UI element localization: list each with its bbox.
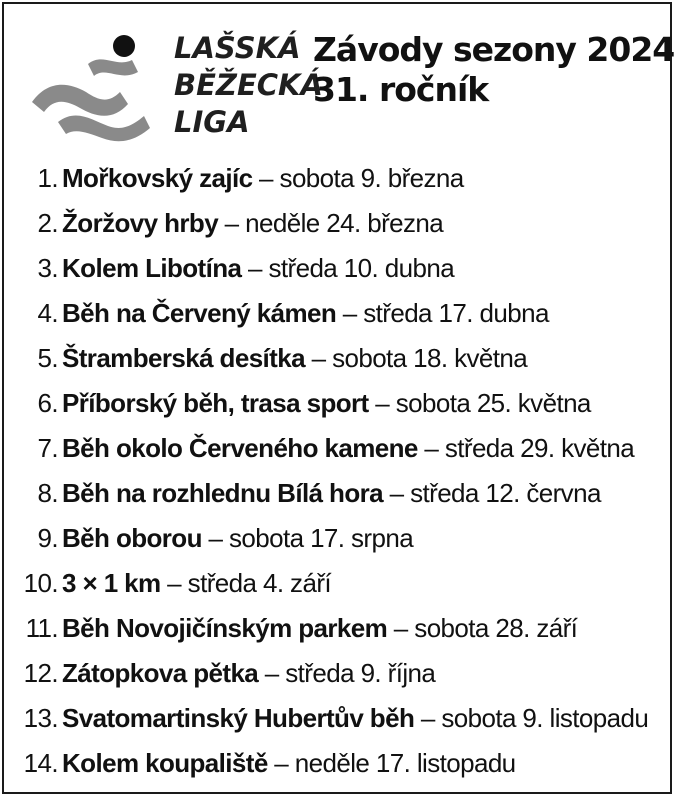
race-number: 3. [37,253,58,283]
race-name: Příborský běh, trasa sport [62,388,369,418]
race-number: 12. [23,658,58,688]
page-title [313,30,674,110]
race-number: 6. [37,388,58,418]
race-name: Žoržovy hrby [62,208,219,238]
race-date: – středa 9. října [258,658,436,688]
race-name: Běh oborou [62,523,202,553]
title-season: Závody sezony 2024 [313,30,675,69]
list-item [4,741,516,786]
logo-middle-stroke [32,85,128,116]
list-item [4,516,413,561]
race-date: – středa 29. května [417,433,635,463]
race-name: Kolem Libotína [62,253,242,283]
race-date: – sobota 25. května [368,388,591,418]
race-number: 4. [37,298,58,328]
race-name: Mořkovský zajíc [62,163,253,193]
race-number: 7. [37,433,58,463]
race-number: 2. [37,208,58,238]
race-date: – středa 4. září [160,568,332,598]
list-item [4,651,435,696]
race-number: 5. [37,343,58,373]
list-item [4,426,634,471]
list-item [4,471,601,516]
logo-wordmark [174,30,323,141]
race-date: – sobota 18. května [304,343,528,373]
race-calendar-card [2,2,675,794]
logo-line-1: LAŠSKÁ [174,31,301,65]
race-date: – sobota 9. března [252,163,464,193]
race-name: Běh Novojičínským parkem [62,613,388,643]
race-date: – sobota 9. listopadu [414,703,649,733]
logo-head-dot [113,35,135,57]
race-number: 8. [37,478,58,508]
runner-logo-icon [28,30,178,144]
list-item [4,156,464,201]
list-item [4,561,331,606]
logo-line-3: LIGA [174,105,250,139]
list-item [4,336,527,381]
race-name: 3 × 1 km [62,568,161,598]
race-date: – neděle 24. března [218,208,444,238]
race-number: 1. [37,163,58,193]
race-number: 10. [23,568,58,598]
logo-line-2: BĚŽECKÁ [174,68,323,102]
race-name: Svatomartinský Hubertův běh [62,703,415,733]
list-item [4,201,443,246]
race-number: 14. [23,748,58,778]
race-date: – středa 17. dubna [336,298,549,328]
list-item [4,606,577,651]
logo-upper-stroke [88,59,138,76]
race-date: – středa 10. dubna [241,253,455,283]
race-number: 13. [23,703,58,733]
title-edition: 31. ročník [313,70,489,109]
list-item [4,291,549,336]
race-name: Běh okolo Červeného kamene [62,433,418,463]
race-name: Běh na Červený kámen [62,298,337,328]
race-name: Běh na rozhlednu Bílá hora [62,478,383,508]
logo-lower-stroke [58,115,150,141]
race-date: – neděle 17. listopadu [267,748,516,778]
race-date: – sobota 17. srpna [201,523,414,553]
race-number: 11. [25,613,58,643]
race-date: – sobota 28. září [387,613,578,643]
race-name: Kolem koupaliště [62,748,268,778]
race-number: 9. [37,523,58,553]
race-date: – středa 12. června [383,478,601,508]
race-name: Štramberská desítka [62,343,305,373]
race-name: Zátopkova pětka [62,658,259,688]
list-item [4,381,591,426]
list-item [4,696,648,741]
list-item [4,246,454,291]
